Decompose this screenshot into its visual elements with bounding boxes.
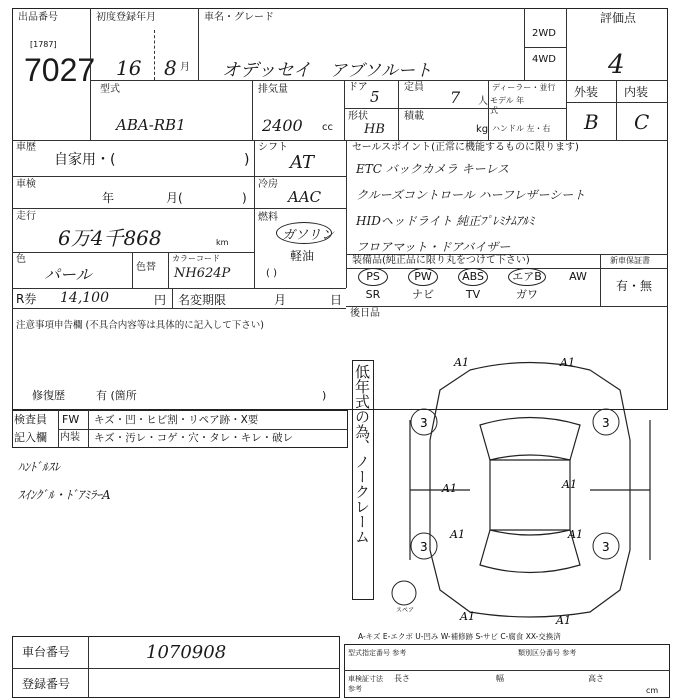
- history-label: 車歴: [16, 142, 36, 153]
- rear-window: [480, 530, 580, 573]
- front-windshield: [480, 418, 580, 461]
- cm-unit: cm: [646, 686, 659, 695]
- class-label: 類別区分番号 参考: [518, 649, 577, 657]
- tire-fl-text: 3: [420, 416, 428, 430]
- grade-value: 4: [608, 50, 625, 80]
- equip-sr: SR: [365, 288, 381, 301]
- model-label: 型式: [100, 84, 120, 95]
- dim-label: 車検証寸法 参考: [348, 675, 383, 693]
- equip-ps: PS: [366, 270, 380, 283]
- tire-rl-text: 3: [420, 540, 428, 554]
- width-label: 幅: [496, 674, 504, 683]
- equip-navi: ナビ: [412, 288, 434, 301]
- repair-close: ): [322, 389, 327, 402]
- equip-gawa: ガワ: [516, 288, 538, 301]
- repair-value: 有 (箇所: [96, 389, 137, 402]
- abs-circle: [458, 268, 488, 286]
- reg-label: 初度登録年月: [96, 12, 156, 23]
- shift-label: シフト: [258, 142, 288, 153]
- pw-circle: [408, 268, 438, 286]
- equip-tv: TV: [465, 288, 481, 301]
- inspect-year: 年: [102, 191, 115, 205]
- mark-8: A1: [556, 614, 571, 627]
- mark-3: A1: [442, 482, 457, 495]
- door-label: ドア: [348, 82, 368, 93]
- mark-4: A1: [562, 478, 577, 491]
- length-label: 長さ: [394, 674, 410, 683]
- equip-airbag: エアB: [512, 270, 542, 283]
- fuel-value: ガソリン: [282, 228, 335, 243]
- vertical-note: 低年式の為、ノークレーム: [353, 364, 371, 544]
- inspect-close: ): [242, 191, 247, 205]
- mark-5: A1: [450, 528, 465, 541]
- mark-7: A1: [460, 610, 475, 623]
- int-insp-text: キズ・汚レ・コゲ・穴・タレ・キレ・破レ: [94, 432, 294, 444]
- door-value: 5: [370, 88, 380, 106]
- shift-value: AT: [290, 152, 315, 173]
- sales-point-4: フロアマット・ドアバイザー: [356, 240, 511, 254]
- dealer-label: ディーラー・並行: [492, 83, 556, 92]
- sales-point-3: HIDヘッドライト 純正ﾌﾟﾚﾐﾅﾑｱﾙﾐ: [356, 214, 535, 228]
- sales-point-2: クルーズコントロール ハーフレザーシート: [356, 188, 586, 202]
- spare-tire: [392, 581, 416, 605]
- drive-4wd: 4WD: [532, 54, 556, 65]
- equip-label: 装備品(純正品に限り丸をつけて下さい): [352, 255, 530, 266]
- inspect-month: 月(: [166, 191, 183, 205]
- car-grade: アブソルート: [330, 61, 432, 81]
- equip-abs: ABS: [462, 270, 484, 283]
- load-unit: kg: [476, 124, 489, 135]
- ac-value: AAC: [288, 188, 322, 206]
- reg-month-unit: 月: [180, 62, 190, 73]
- inspector-label-1: 検査員: [14, 413, 47, 426]
- airbag-circle: [508, 268, 546, 286]
- change-label: 名変期限: [178, 293, 227, 307]
- roof: [490, 460, 570, 530]
- notes-title: 注意事項申告欄 (不具合内容等は具体的に記入して下さい): [16, 320, 264, 331]
- repair-label: 修復歴: [32, 389, 65, 402]
- change-day: 日: [330, 293, 343, 307]
- later-label: 後日品: [350, 308, 380, 319]
- tire-fr-text: 3: [602, 416, 610, 430]
- fuel-label: 燃料: [258, 212, 278, 223]
- ext-value: B: [584, 110, 599, 134]
- lot-label: 出品番号: [18, 12, 58, 23]
- damage-legend: A-キズ E-エクボ U-凹み W-補修跡 S-サビ C-腐食 XX-交換済: [358, 632, 561, 641]
- chassis-value: 1070908: [146, 642, 227, 663]
- shape-label: 形状: [348, 111, 368, 122]
- equip-grid: [346, 268, 600, 306]
- history-close: ): [244, 152, 250, 168]
- warranty-label: 新車保証書: [610, 256, 650, 265]
- recycle-label: R券: [16, 292, 37, 306]
- change-month: 月: [274, 293, 287, 307]
- remark-2: ｽｲﾝｸﾞﾙ・ﾄﾞｱﾐﾗｰA: [18, 488, 111, 502]
- grade-label: 評価点: [600, 11, 637, 25]
- tire-rr-text: 3: [602, 540, 610, 554]
- ac-label: 冷房: [258, 179, 278, 190]
- fw-label: FW: [62, 413, 80, 426]
- color-code: NH624P: [174, 266, 231, 281]
- fuel-circle: [276, 222, 335, 244]
- chassis-label: 車台番号: [22, 645, 71, 659]
- inspect-label: 車検: [16, 179, 36, 190]
- spec-label: 型式指定番号 参考: [348, 649, 407, 657]
- fw-text: キズ・凹・ヒビ割・リペア跡・X要: [94, 414, 259, 426]
- sales-label: セールスポイント(正常に機能するものに限ります): [352, 142, 579, 153]
- mileage-label: 走行: [16, 211, 36, 222]
- ps-circle: [358, 268, 388, 286]
- color-code-label: カラーコード: [172, 254, 220, 263]
- color-label: 色: [16, 254, 26, 265]
- equip-pw: PW: [414, 270, 432, 283]
- reg-month: 8: [164, 56, 177, 80]
- car-name-label: 車名・グレード: [204, 12, 274, 23]
- int-value: C: [634, 110, 650, 134]
- height-label: 高さ: [588, 674, 604, 683]
- model-year-label: モデル 年式: [490, 96, 525, 115]
- cap-unit: 人: [478, 96, 488, 107]
- cap-value: 7: [450, 88, 461, 107]
- reg-year: 16: [116, 56, 142, 80]
- color-value: パール: [44, 265, 92, 284]
- load-label: 積載: [404, 111, 424, 122]
- disp-unit: cc: [322, 122, 333, 133]
- cap-label: 定員: [404, 82, 424, 93]
- drive-2wd: 2WD: [532, 28, 556, 39]
- sales-point-1: ETC バックカメラ キーレス: [356, 162, 509, 176]
- mark-6: A1: [568, 528, 583, 541]
- handle-label: ハンドル 左・右: [492, 124, 551, 133]
- reg-no-label: 登録番号: [22, 677, 71, 691]
- disp-value: 2400: [262, 116, 303, 135]
- int-label: 内装: [624, 85, 649, 99]
- mark-2: A1: [560, 356, 575, 369]
- ext-label: 外装: [574, 85, 599, 99]
- mileage-value: 6万4千868: [58, 226, 162, 250]
- warranty-value: 有・無: [616, 279, 653, 293]
- remark-1: ﾊﾝﾄﾞﾙｽﾚ: [18, 460, 61, 474]
- mileage-unit: km: [216, 238, 229, 247]
- car-name: オデッセイ: [222, 60, 312, 81]
- recycle-unit: 円: [154, 293, 167, 307]
- mark-1: A1: [454, 356, 469, 369]
- history-value: 自家用・(: [54, 152, 116, 168]
- model-value: ABA-RB1: [116, 116, 186, 134]
- lot-number: 7027: [24, 52, 96, 88]
- car-diagram: [380, 350, 680, 630]
- fuel-light: 軽油: [290, 249, 315, 263]
- equip-aw: AW: [569, 270, 587, 283]
- shape-value: HB: [364, 122, 385, 137]
- spare-label: スペア: [396, 607, 415, 614]
- fuel-paren: ( ): [266, 268, 277, 279]
- disp-label: 排気量: [258, 84, 288, 95]
- lot-sub: [1787]: [30, 40, 57, 49]
- color-no-label: 色替: [136, 262, 156, 273]
- inspector-label-2: 記入欄: [14, 431, 47, 444]
- int-insp-label: 内装: [60, 432, 80, 443]
- recycle-value: 14,100: [60, 290, 109, 306]
